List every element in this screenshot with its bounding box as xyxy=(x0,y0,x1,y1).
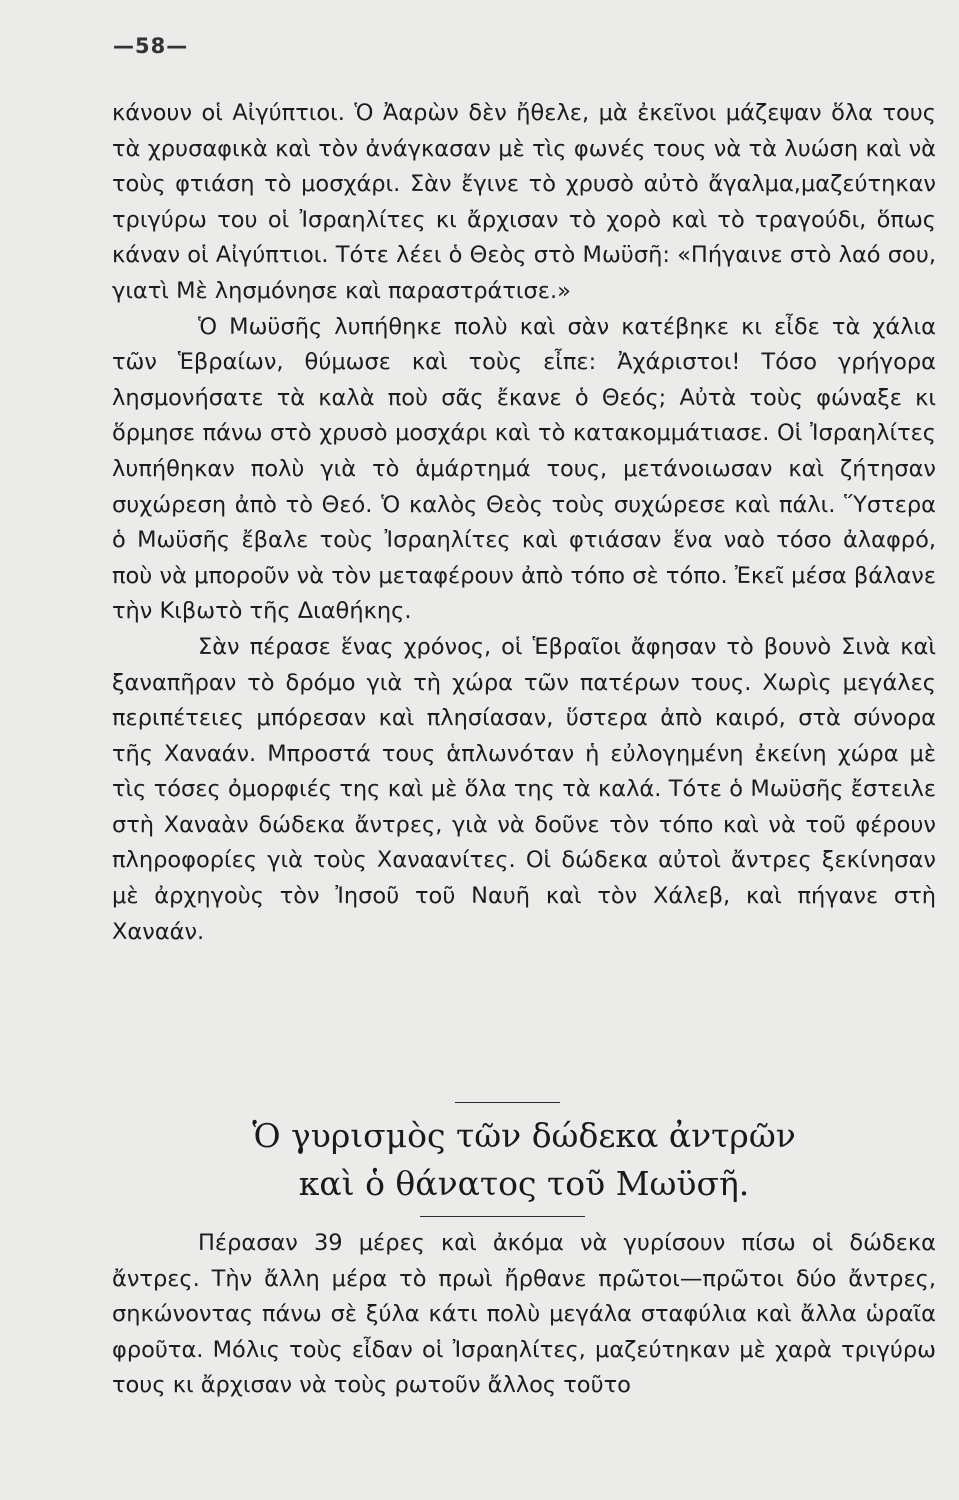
section-heading xyxy=(112,1112,936,1208)
paragraph-continuation: κάνουν οἱ Αἰγύπτιοι. Ὁ Ἀαρὼν δὲν ἤθελε, μὰ ἐκεῖνοι μάζεψαν ὅλα τους τὰ χρυσαφικὰ καὶ τὸν ἀνάγκασαν μὲ τὶς φωνές τους νὰ τὰ λυώση καὶ νὰ τοὺς φτιάση τὸ μοσχάρι. Σὰν ἔγινε τὸ χρυσὸ αὐτὸ ἄγαλμα,μαζεύτηκαν τριγύρω του οἱ Ἰσραηλίτες κι ἄρχισαν τὸ χορὸ καὶ τὸ τραγούδι, ὅπως κάναν οἱ Αἰγύπτιοι. Τότε λέει ὁ Θεὸς στὸ Μωϋσῆ: «Πήγαινε στὸ λαό σου, γιατὶ Μὲ λησμόνησε καὶ παραστράτισε.» xyxy=(112,100,936,304)
heading-rule-bottom xyxy=(420,1216,585,1217)
heading-rule-top xyxy=(455,1102,560,1103)
page-number: —58— xyxy=(113,34,189,58)
body-text-bottom xyxy=(112,1226,936,1404)
heading-line-2: καὶ ὁ θάνατος τοῦ Μωϋσῆ. xyxy=(298,1164,750,1203)
body-text-top xyxy=(112,96,936,950)
paragraph-journey-canaan: Σὰν πέρασε ἕνας χρόνος, οἱ Ἑβραῖοι ἄφησαν τὸ βουνὸ Σινὰ καὶ ξαναπῆραν τὸ δρόμο γιὰ τὴ χώρα τῶν πατέρων τους. Χωρὶς μεγάλες περιπέτειες μπόρεσαν καὶ πλησίασαν, ὕστερα ἀπὸ καιρό, στὰ σύνορα τῆς Χαναάν. Μπροστά τους ἁπλωνόταν ἡ εὐλογημένη ἐκείνη χώρα μὲ τὶς τόσες ὀμορφιές της καὶ μὲ ὅλα της τὰ καλά. Τότε ὁ Μωϋσῆς ἔστειλε στὴ Χαναὰν δώδεκα ἄντρες, γιὰ νὰ δοῦνε τὸν τόπο καὶ νὰ τοῦ φέρουν πληροφορίες γιὰ τοὺς Χαναανίτες. Οἱ δώδεκα αὐτοὶ ἄντρες ξεκίνησαν μὲ ἀρχηγοὺς τὸν Ἰησοῦ τοῦ Ναυῆ καὶ τὸν Χάλεβ, καὶ πήγανε στὴ Χαναάν. xyxy=(112,633,936,945)
paragraph-moses-anger: Ὁ Μωϋσῆς λυπήθηκε πολὺ καὶ σὰν κατέβηκε κι εἶδε τὰ χάλια τῶν Ἑβραίων, θύμωσε καὶ τοὺς εἶπε: Ἀχάριστοι! Τόσο γρήγορα λησμονήσατε τὰ καλὰ ποὺ σᾶς ἔκανε ὁ Θεός; Αὐτὰ τοὺς φώναξε κι ὅρμησε πάνω στὸ χρυσὸ μοσχάρι καὶ τὸ κατακομμάτιασε. Οἱ Ἰσραηλίτες λυπήθηκαν πολὺ γιὰ τὸ ἁμάρτημά τους, μετάνοιωσαν καὶ ζήτησαν συχώρεση ἀπὸ τὸ Θεό. Ὁ καλὸς Θεὸς τοὺς συχώρεσε καὶ πάλι. Ὕστερα ὁ Μωϋσῆς ἔβαλε τοὺς Ἰσραηλίτες καὶ φτιάσαν ἕνα ναὸ τόσο ἀλαφρό, ποὺ νὰ μποροῦν νὰ τὸν μεταφέρουν ἀπὸ τόπο σὲ τόπο. Ἐκεῖ μέσα βάλανε τὴν Κιβωτὸ τῆς Διαθήκης. xyxy=(112,313,936,625)
heading-line-1: Ὁ γυρισμὸς τῶν δώδεκα ἀντρῶν xyxy=(252,1116,796,1155)
paragraph-return: Πέρασαν 39 μέρες καὶ ἀκόμα νὰ γυρίσουν πίσω οἱ δώδεκα ἄντρες. Τὴν ἄλλη μέρα τὸ πρωὶ ἤρθανε πρῶτοι—πρῶτοι δύο ἄντρες, σηκώνοντας πάνω σὲ ξύλα κάτι πολὺ μεγάλα σταφύλια καὶ ἄλλα ὡραῖα φροῦτα. Μόλις τοὺς εἶδαν οἱ Ἰσραηλίτες, μαζεύτηκαν μὲ χαρὰ τριγύρω τους κι ἄρχισαν νὰ τοὺς ρωτοῦν ἄλλος τοῦτο xyxy=(112,1230,936,1399)
